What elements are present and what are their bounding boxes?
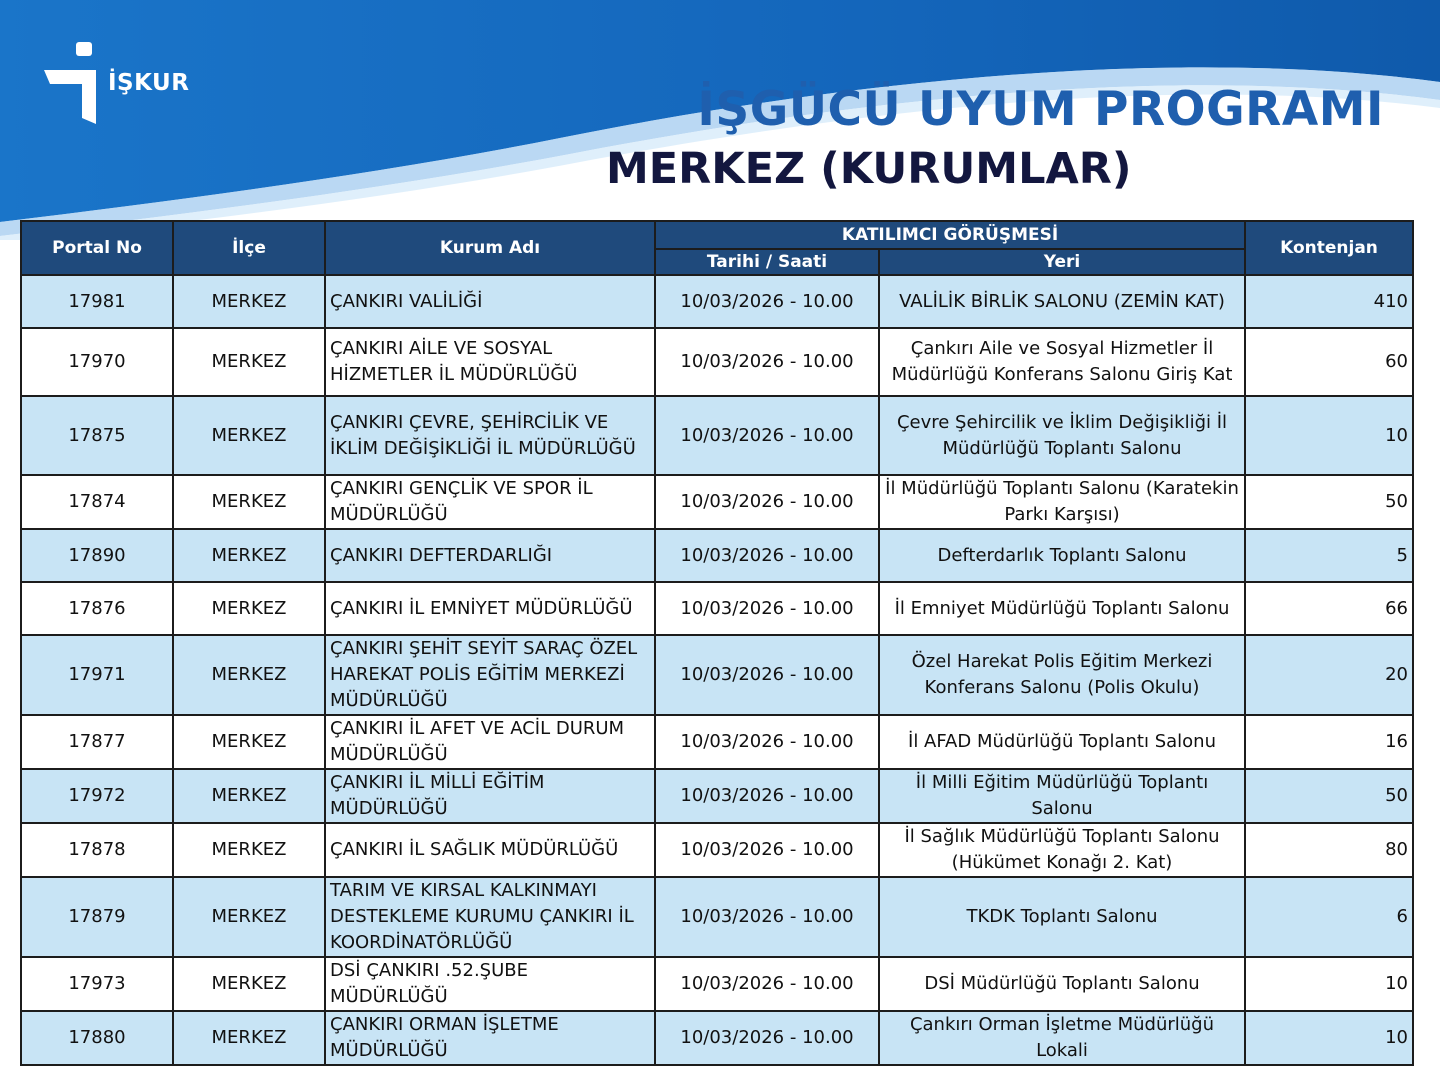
cell-kontenjan: 60 — [1245, 328, 1413, 396]
cell-portal-no: 17874 — [21, 475, 173, 529]
cell-kurum-adi: ÇANKIRI İL MİLLİ EĞİTİM MÜDÜRLÜĞÜ — [325, 769, 655, 823]
cell-tarih-saat: 10/03/2026 - 10.00 — [655, 823, 879, 877]
cell-yeri: VALİLİK BİRLİK SALONU (ZEMİN KAT) — [879, 275, 1245, 328]
cell-ilce: MERKEZ — [173, 328, 325, 396]
table-row — [21, 582, 1413, 635]
page-title: İŞGÜCÜ UYUM PROGRAMI — [697, 82, 1384, 137]
table-row — [21, 396, 1413, 475]
cell-kontenjan: 5 — [1245, 529, 1413, 582]
cell-kurum-adi: ÇANKIRI VALİLİĞİ — [325, 275, 655, 328]
cell-kurum-adi: ÇANKIRI ŞEHİT SEYİT SARAÇ ÖZEL HAREKAT POLİS EĞİTİM MERKEZİ MÜDÜRLÜĞÜ — [325, 635, 655, 715]
cell-kurum-adi: ÇANKIRI İL AFET VE ACİL DURUM MÜDÜRLÜĞÜ — [325, 715, 655, 769]
cell-portal-no: 17971 — [21, 635, 173, 715]
cell-kurum-adi: ÇANKIRI ÇEVRE, ŞEHİRCİLİK VE İKLİM DEĞİŞİKLİĞİ İL MÜDÜRLÜĞÜ — [325, 396, 655, 475]
cell-kontenjan: 80 — [1245, 823, 1413, 877]
cell-tarih-saat: 10/03/2026 - 10.00 — [655, 715, 879, 769]
cell-yeri: Çankırı Orman İşletme Müdürlüğü Lokali — [879, 1011, 1245, 1065]
table-row — [21, 328, 1413, 396]
table-row — [21, 635, 1413, 715]
header-kontenjan: Kontenjan — [1245, 221, 1413, 275]
cell-tarih-saat: 10/03/2026 - 10.00 — [655, 877, 879, 957]
cell-kurum-adi: ÇANKIRI AİLE VE SOSYAL HİZMETLER İL MÜDÜRLÜĞÜ — [325, 328, 655, 396]
cell-tarih-saat: 10/03/2026 - 10.00 — [655, 328, 879, 396]
cell-portal-no: 17879 — [21, 877, 173, 957]
table-row — [21, 475, 1413, 529]
cell-kontenjan: 6 — [1245, 877, 1413, 957]
cell-kontenjan: 50 — [1245, 769, 1413, 823]
table-row — [21, 1011, 1413, 1065]
cell-portal-no: 17890 — [21, 529, 173, 582]
table-row — [21, 715, 1413, 769]
page-subtitle: MERKEZ (KURUMLAR) — [606, 144, 1132, 194]
cell-tarih-saat: 10/03/2026 - 10.00 — [655, 475, 879, 529]
cell-ilce: MERKEZ — [173, 715, 325, 769]
cell-tarih-saat: 10/03/2026 - 10.00 — [655, 1011, 879, 1065]
institutions-table — [20, 220, 1414, 1066]
cell-yeri: DSİ Müdürlüğü Toplantı Salonu — [879, 957, 1245, 1011]
cell-portal-no: 17972 — [21, 769, 173, 823]
header-ilce: İlçe — [173, 221, 325, 275]
cell-kurum-adi: ÇANKIRI İL EMNİYET MÜDÜRLÜĞÜ — [325, 582, 655, 635]
cell-kurum-adi: ÇANKIRI DEFTERDARLIĞI — [325, 529, 655, 582]
cell-portal-no: 17981 — [21, 275, 173, 328]
cell-ilce: MERKEZ — [173, 957, 325, 1011]
logo-wordmark: İŞKUR — [108, 70, 190, 96]
header-portal-no: Portal No — [21, 221, 173, 275]
table-row — [21, 275, 1413, 328]
cell-portal-no: 17878 — [21, 823, 173, 877]
cell-kontenjan: 66 — [1245, 582, 1413, 635]
cell-kurum-adi: ÇANKIRI GENÇLİK VE SPOR İL MÜDÜRLÜĞÜ — [325, 475, 655, 529]
cell-portal-no: 17880 — [21, 1011, 173, 1065]
cell-ilce: MERKEZ — [173, 582, 325, 635]
cell-yeri: İl Milli Eğitim Müdürlüğü Toplantı Salonu — [879, 769, 1245, 823]
cell-ilce: MERKEZ — [173, 769, 325, 823]
cell-kontenjan: 50 — [1245, 475, 1413, 529]
cell-yeri: Defterdarlık Toplantı Salonu — [879, 529, 1245, 582]
cell-tarih-saat: 10/03/2026 - 10.00 — [655, 957, 879, 1011]
table-row — [21, 769, 1413, 823]
cell-yeri: İl Emniyet Müdürlüğü Toplantı Salonu — [879, 582, 1245, 635]
cell-yeri: İl Müdürlüğü Toplantı Salonu (Karatekin Parkı Karşısı) — [879, 475, 1245, 529]
cell-yeri: TKDK Toplantı Salonu — [879, 877, 1245, 957]
table-row — [21, 877, 1413, 957]
cell-ilce: MERKEZ — [173, 1011, 325, 1065]
cell-ilce: MERKEZ — [173, 475, 325, 529]
cell-ilce: MERKEZ — [173, 635, 325, 715]
cell-ilce: MERKEZ — [173, 275, 325, 328]
cell-portal-no: 17970 — [21, 328, 173, 396]
cell-ilce: MERKEZ — [173, 396, 325, 475]
cell-kurum-adi: DSİ ÇANKIRI .52.ŞUBE MÜDÜRLÜĞÜ — [325, 957, 655, 1011]
cell-yeri: Özel Harekat Polis Eğitim Merkezi Konferans Salonu (Polis Okulu) — [879, 635, 1245, 715]
cell-kontenjan: 10 — [1245, 957, 1413, 1011]
cell-kontenjan: 16 — [1245, 715, 1413, 769]
cell-portal-no: 17877 — [21, 715, 173, 769]
cell-kontenjan: 10 — [1245, 396, 1413, 475]
cell-kontenjan: 20 — [1245, 635, 1413, 715]
cell-ilce: MERKEZ — [173, 529, 325, 582]
cell-tarih-saat: 10/03/2026 - 10.00 — [655, 769, 879, 823]
header-kurum-adi: Kurum Adı — [325, 221, 655, 275]
cell-kontenjan: 410 — [1245, 275, 1413, 328]
cell-tarih-saat: 10/03/2026 - 10.00 — [655, 275, 879, 328]
cell-yeri: İl AFAD Müdürlüğü Toplantı Salonu — [879, 715, 1245, 769]
cell-kontenjan: 10 — [1245, 1011, 1413, 1065]
cell-tarih-saat: 10/03/2026 - 10.00 — [655, 582, 879, 635]
cell-yeri: İl Sağlık Müdürlüğü Toplantı Salonu (Hükümet Konağı 2. Kat) — [879, 823, 1245, 877]
cell-yeri: Çankırı Aile ve Sosyal Hizmetler İl Müdürlüğü Konferans Salonu Giriş Kat — [879, 328, 1245, 396]
cell-yeri: Çevre Şehircilik ve İklim Değişikliği İl Müdürlüğü Toplantı Salonu — [879, 396, 1245, 475]
table-row — [21, 957, 1413, 1011]
cell-portal-no: 17876 — [21, 582, 173, 635]
cell-tarih-saat: 10/03/2026 - 10.00 — [655, 529, 879, 582]
table-row — [21, 529, 1413, 582]
cell-tarih-saat: 10/03/2026 - 10.00 — [655, 635, 879, 715]
header-yeri: Yeri — [879, 249, 1245, 275]
cell-portal-no: 17973 — [21, 957, 173, 1011]
header-tarih-saat: Tarihi / Saati — [655, 249, 879, 275]
cell-kurum-adi: TARIM VE KIRSAL KALKINMAYI DESTEKLEME KURUMU ÇANKIRI İL KOORDİNATÖRLÜĞÜ — [325, 877, 655, 957]
cell-kurum-adi: ÇANKIRI İL SAĞLIK MÜDÜRLÜĞÜ — [325, 823, 655, 877]
cell-ilce: MERKEZ — [173, 877, 325, 957]
cell-tarih-saat: 10/03/2026 - 10.00 — [655, 396, 879, 475]
header-katilimci-gorusmesi: KATILIMCI GÖRÜŞMESİ — [655, 221, 1245, 249]
cell-ilce: MERKEZ — [173, 823, 325, 877]
cell-portal-no: 17875 — [21, 396, 173, 475]
table-row — [21, 823, 1413, 877]
cell-kurum-adi: ÇANKIRI ORMAN İŞLETME MÜDÜRLÜĞÜ — [325, 1011, 655, 1065]
